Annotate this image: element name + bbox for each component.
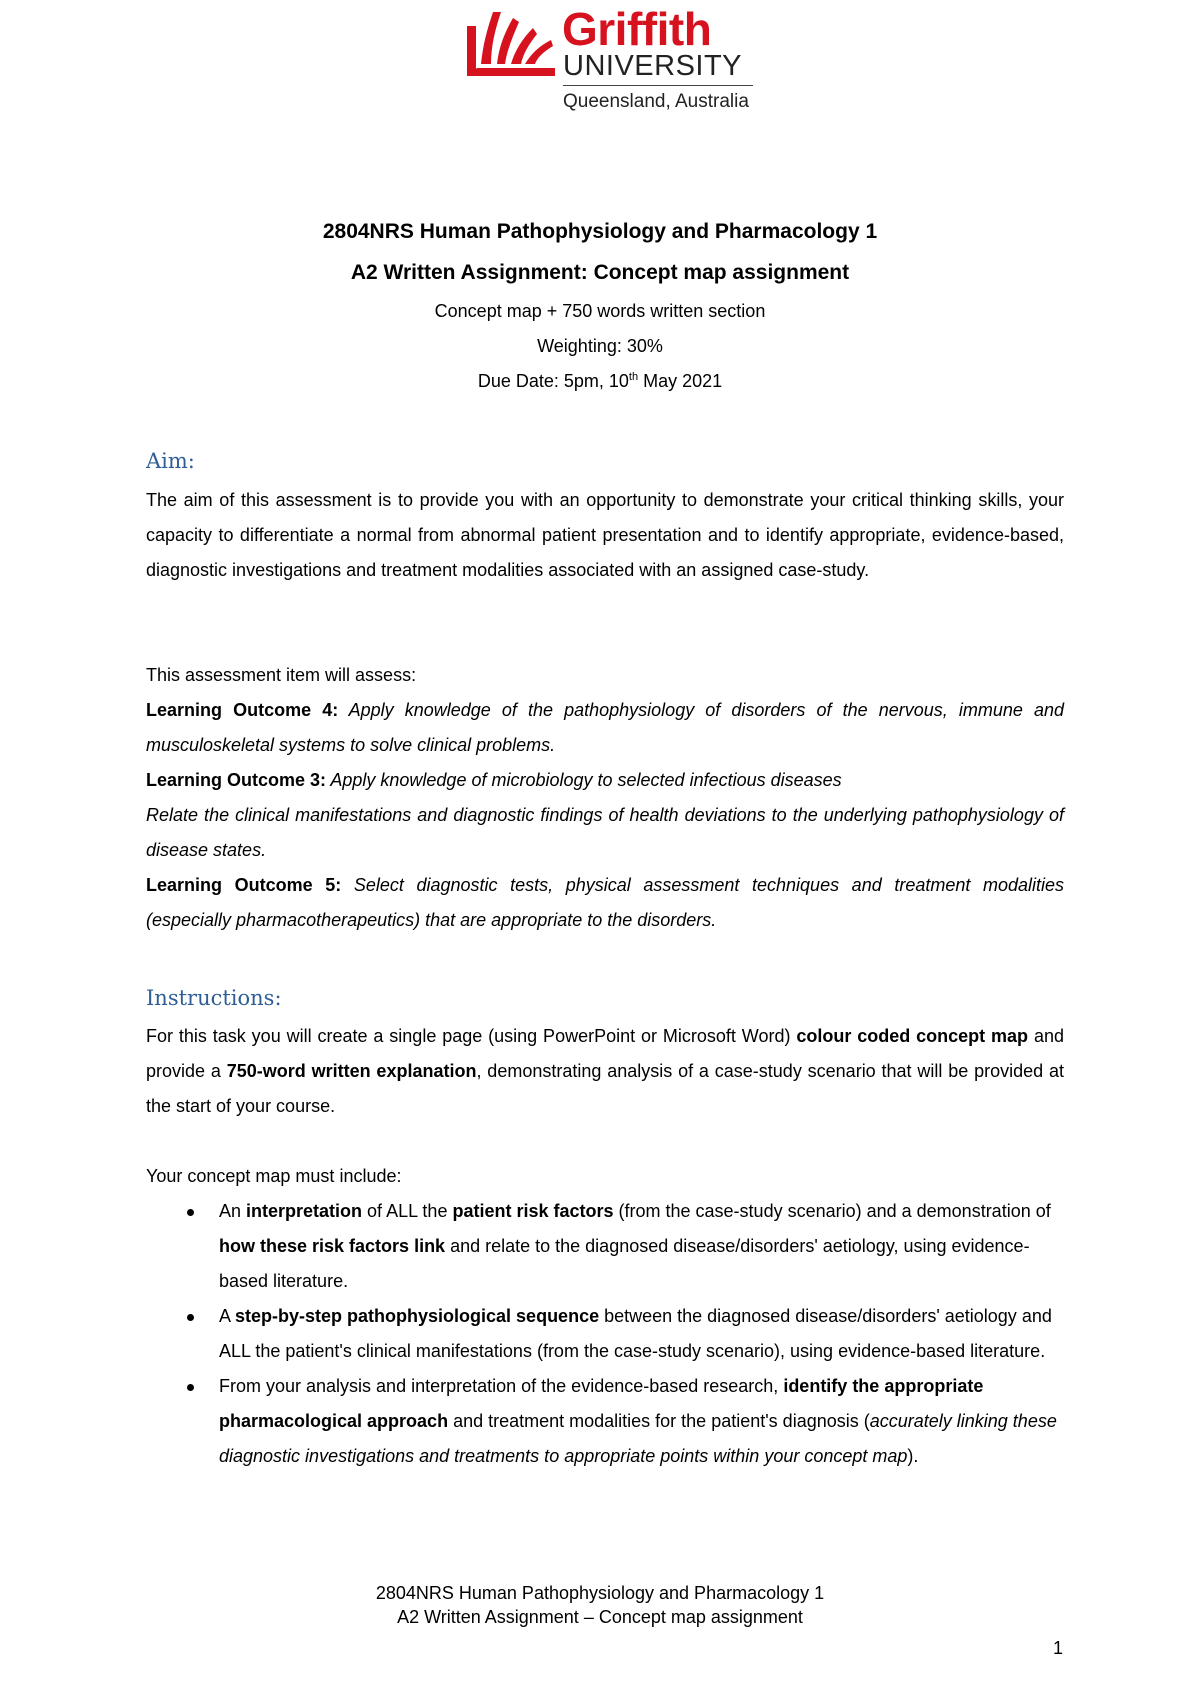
footer-course: 2804NRS Human Pathophysiology and Pharmacology 1 <box>375 1583 825 1603</box>
course-title: 2804NRS Human Pathophysiology and Pharmacology 1 <box>322 220 878 243</box>
instructions-heading: Instructions: <box>146 986 282 1010</box>
aim-heading: Aim: <box>146 449 195 473</box>
bullet-icon <box>187 1209 194 1216</box>
list-item <box>146 1369 1064 1474</box>
text-run-bold: how these risk factors link <box>219 1236 446 1256</box>
text-run: and treatment modalities for the patient's diagnosis ( <box>448 1411 870 1431</box>
logo-location: Queensland, Australia <box>563 91 749 112</box>
text-run: between the diagnosed disease/disorders' aetiology and ALL the patient's clinical manifestations (from the case-study scenario), using evidence-based literature. <box>219 1306 1052 1361</box>
text-run-bold: step-by-step pathophysiological sequence <box>235 1306 600 1326</box>
text-run-italic: accurately linking these diagnostic investigations and treatments to appropriate points within your concept map <box>219 1411 1057 1466</box>
text-run-bold: patient risk factors <box>452 1201 614 1221</box>
outcome-text: Apply knowledge of the pathophysiology of disorders of the nervous, immune and musculoskeletal systems to solve clinical problems. <box>146 700 1064 755</box>
learning-outcome-4 <box>146 693 1064 763</box>
outcome-text: Relate the clinical manifestations and diagnostic findings of health deviations to the underlying pathophysiology of disease states. <box>146 805 1064 860</box>
text-run-bold: interpretation <box>246 1201 363 1221</box>
text-run: , demonstrating analysis of a case-study scenario that will be provided at the start of your course. <box>146 1061 1064 1116</box>
text-run: and relate to the diagnosed disease/disorders' aetiology, using evidence-based literature. <box>219 1236 1030 1291</box>
logo-name-university: UNIVERSITY <box>563 50 743 82</box>
text-run-bold: 750-word written explanation <box>226 1061 477 1081</box>
text-run: of ALL the <box>362 1201 453 1221</box>
logo-divider <box>563 85 753 86</box>
outcome-label: Learning Outcome 3: <box>146 770 327 790</box>
page-number: 1 <box>1053 1638 1064 1658</box>
list-item <box>146 1194 1064 1299</box>
learning-outcome-3-continued <box>146 798 1064 868</box>
instructions-paragraph <box>146 1019 1064 1124</box>
learning-outcome-3 <box>146 763 1064 798</box>
outcome-label: Learning Outcome 5: <box>146 875 342 895</box>
assignment-format: Concept map + 750 words written section <box>434 301 766 321</box>
text-run: For this task you will create a single page (using PowerPoint or Microsoft Word) <box>146 1026 797 1046</box>
requirements-list <box>146 1194 1064 1474</box>
assignment-weighting: Weighting: 30% <box>537 336 663 356</box>
logo-name-griffith: Griffith <box>562 3 712 55</box>
text-run: (from the case-study scenario) and a demonstration of <box>613 1201 1051 1221</box>
outcome-label: Learning Outcome 4: <box>146 700 339 720</box>
university-logo <box>463 4 753 112</box>
text-run: ). <box>907 1446 919 1466</box>
due-date <box>0 372 1200 390</box>
outcome-text: Apply knowledge of microbiology to selected infectious diseases <box>326 770 842 790</box>
bullet-icon <box>187 1314 194 1321</box>
learning-outcome-5 <box>146 868 1064 938</box>
text-run: An <box>219 1201 247 1221</box>
aim-paragraph: The aim of this assessment is to provide you with an opportunity to demonstrate your critical thinking skills, your capacity to differentiate a normal from abnormal patient presentation and to identify appropriate, evidence-based, diagnostic investigations and treatment modalities associated with an assigned case-study. <box>146 490 1064 580</box>
include-intro: Your concept map must include: <box>146 1166 402 1186</box>
text-run: A <box>219 1306 236 1326</box>
due-date-suffix: May 2021 <box>638 371 723 391</box>
due-date-prefix: Due Date: 5pm, 10 <box>477 371 629 391</box>
assignment-title: A2 Written Assignment: Concept map assignment <box>350 261 850 284</box>
footer-assignment: A2 Written Assignment – Concept map assignment <box>397 1607 803 1627</box>
griffith-emblem-icon <box>463 4 559 84</box>
text-run-bold: identify the appropriate pharmacological approach <box>219 1376 984 1431</box>
outcome-text: Select diagnostic tests, physical assessment techniques and treatment modalities (especially pharmacotherapeutics) that are appropriate to the disorders. <box>146 875 1064 930</box>
assess-intro: This assessment item will assess: <box>146 665 417 685</box>
due-date-superscript: th <box>628 371 639 383</box>
text-run-bold: colour coded concept map <box>796 1026 1029 1046</box>
list-item <box>146 1299 1064 1369</box>
bullet-icon <box>187 1384 194 1391</box>
text-run: From your analysis and interpretation of the evidence-based research, <box>219 1376 784 1396</box>
text-run: and provide a <box>146 1026 1064 1081</box>
